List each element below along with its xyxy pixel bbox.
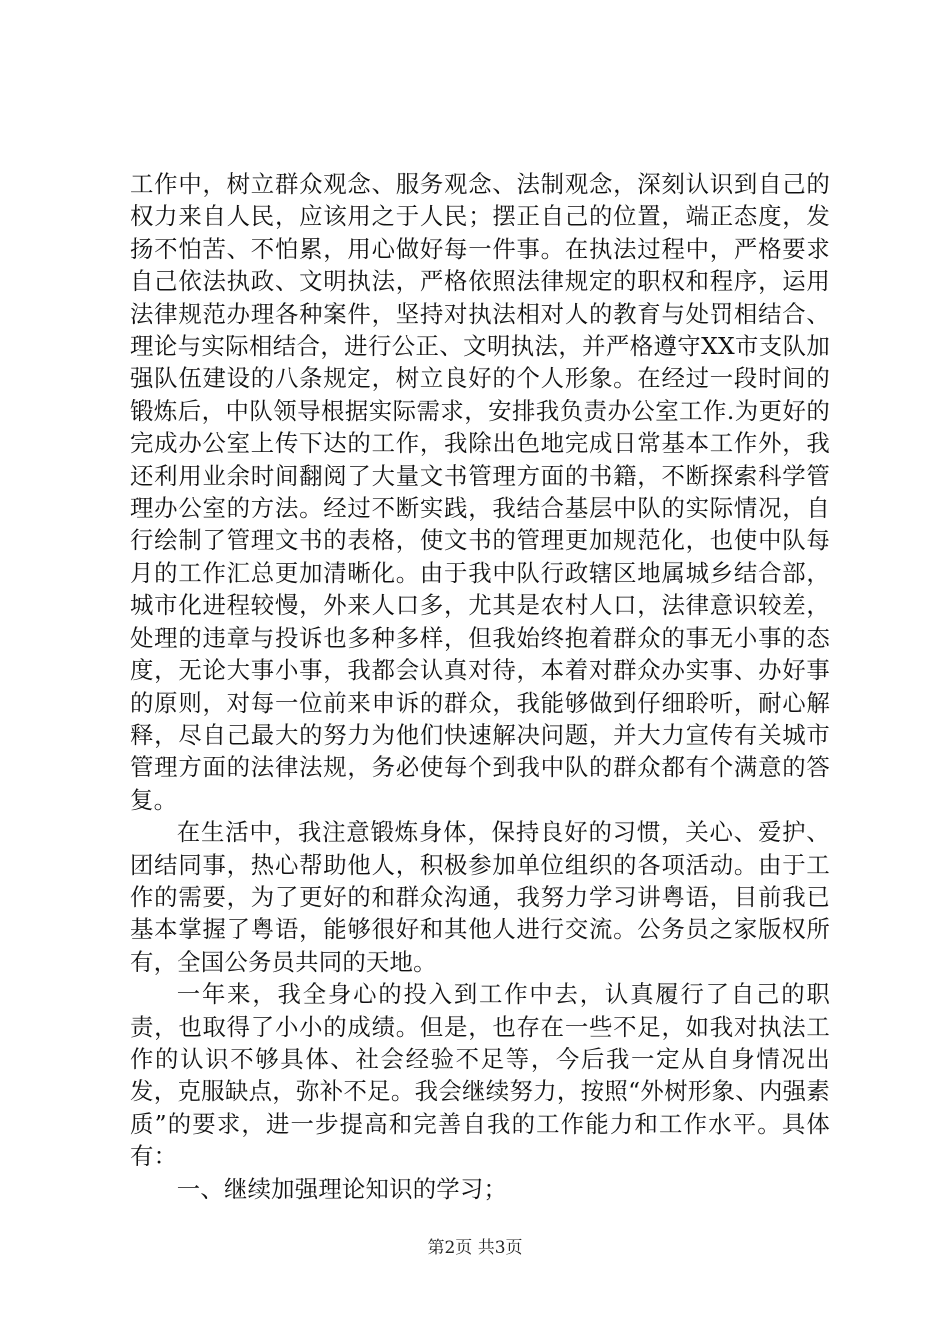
document-body [130, 168, 830, 1205]
page-number-footer: 第2页 共3页 [427, 1238, 523, 1258]
paragraph-summary: 一年来，我全身心的投入到工作中去，认真履行了自己的职责，也取得了小小的成绩。但是，也存在一些不足，如我对执法工作的认识不够具体、社会经验不足等，今后我一定从自身情况出发，克服缺点，弥补不足。我会继续努力，按照“外树形象、内强素质”的要求，进一步提高和完善自我的工作能力和工作水平。具体有： [130, 980, 830, 1171]
paragraph-daily-life: 在生活中，我注意锻炼身体，保持良好的习惯，关心、爱护、团结同事，热心帮助他人，积极参加单位组织的各项活动。由于工作的需要，为了更好的和群众沟通，我努力学习讲粤语，目前我已基本掌握了粤语，能够很好和其他人进行交流。公务员之家版权所有，全国公务员共同的天地。 [130, 818, 830, 976]
paragraph-item-one: 一、继续加强理论知识的学习； [176, 1174, 508, 1203]
paragraph-work-performance: 工作中，树立群众观念、服务观念、法制观念，深刻认识到自己的权力来自人民，应该用之于人民；摆正自己的位置，端正态度，发扬不怕苦、不怕累，用心做好每一件事。在执法过程中，严格要求自己依法执政、文明执法，严格依照法律规定的职权和程序，运用法律规范办理各种案件，坚持对执法相对人的教育与处罚相结合、理论与实际相结合，进行公正、文明执法，并严格遵守XX市支队加强队伍建设的八条规定，树立良好的个人形象。在经过一段时间的锻炼后，中队领导根据实际需求，安排我负责办公室工作.为更好的完成办公室上传下达的工作，我除出色地完成日常基本工作外，我还利用业余时间翻阅了大量文书管理方面的书籍，不断探索科学管理办公室的方法。经过不断实践，我结合基层中队的实际情况，自行绘制了管理文书的表格，使文书的管理更加规范化，也使中队每月的工作汇总更加清晰化。由于我中队行政辖区地属城乡结合部，城市化进程较慢，外来人口多，尤其是农村人口，法律意识较差，处理的违章与投诉也多种多样，但我始终抱着群众的事无小事的态度，无论大事小事，我都会认真对待，本着对群众办实事、办好事的原则，对每一位前来申诉的群众，我能够做到仔细聆听，耐心解释，尽自己最大的努力为他们快速解决问题，并大力宣传有关城市管理方面的法律法规，务必使每个到我中队的群众都有个满意的答复。 [130, 170, 830, 814]
